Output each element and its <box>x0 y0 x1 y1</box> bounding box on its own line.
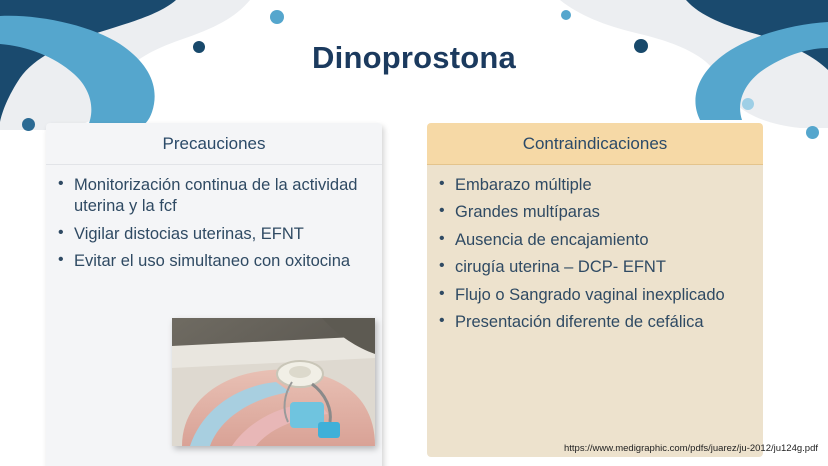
card-precauciones-header: Precauciones <box>46 123 382 165</box>
list-item: • Flujo o Sangrado vaginal inexplicado <box>437 285 749 306</box>
contraindicaciones-list <box>437 175 749 334</box>
precauciones-list <box>56 175 368 273</box>
card-contraindicaciones-body <box>427 165 763 457</box>
list-item: • Ausencia de encajamiento <box>437 230 749 251</box>
list-item: • Presentación diferente de cefálica <box>437 312 749 333</box>
list-item: • Grandes multíparas <box>437 202 749 223</box>
fetal-monitoring-photo <box>172 318 375 446</box>
page-title: Dinoprostona <box>312 40 516 75</box>
card-contraindicaciones-header: Contraindicaciones <box>427 123 763 165</box>
card-contraindicaciones <box>427 123 763 457</box>
decorative-dot-right <box>806 126 819 139</box>
list-item: • Embarazo múltiple <box>437 175 749 196</box>
list-item: • cirugía uterina – DCP- EFNT <box>437 257 749 278</box>
list-item: • Evitar el uso simultaneo con oxitocina <box>56 251 368 272</box>
source-url: https://www.medigraphic.com/pdfs/juarez/ju-2012/ju124g.pdf <box>564 443 818 454</box>
list-item: • Vigilar distocias uterinas, EFNT <box>56 224 368 245</box>
list-item: • Monitorización continua de la actividad uterina y la fcf <box>56 175 368 218</box>
decorative-dot-left <box>22 118 35 131</box>
